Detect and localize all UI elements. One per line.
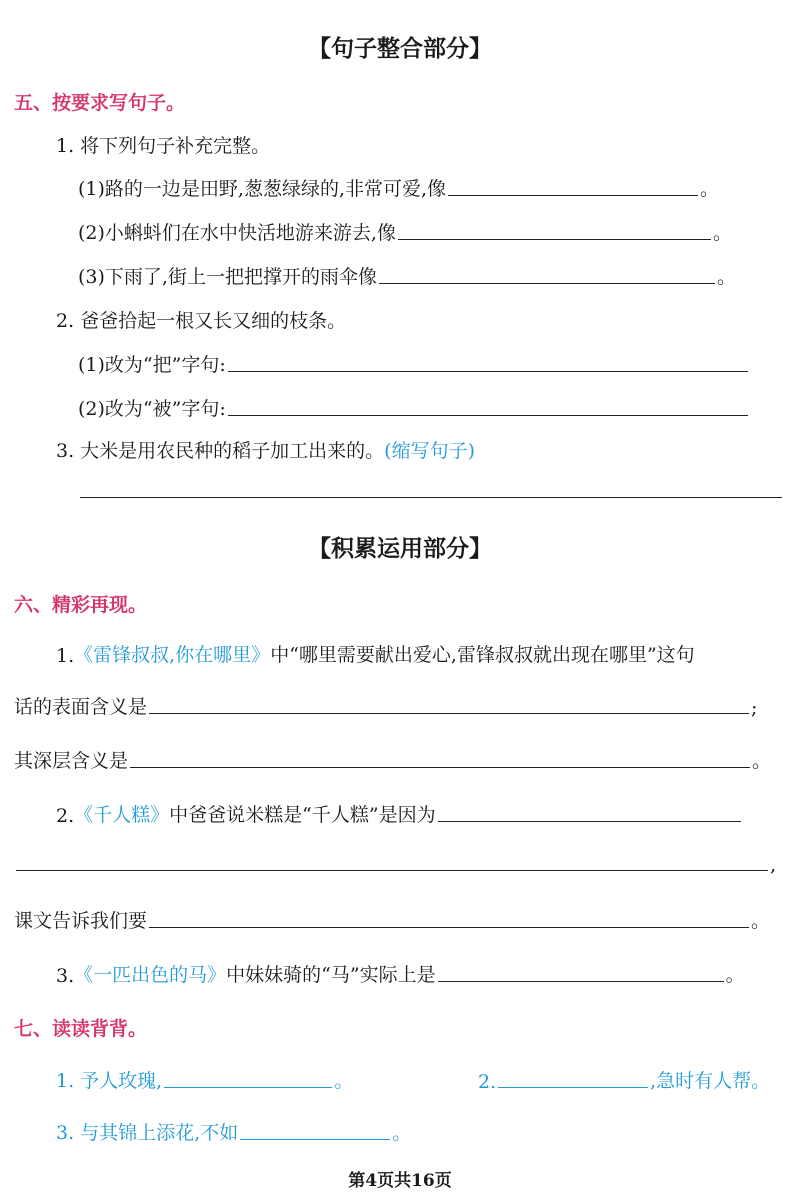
q5-1-item-2: (2)小蝌蚪们在水中快活地游来游去,像 。 [78,222,732,244]
answer-blank[interactable] [149,712,749,714]
q6-1-deep: 其深层含义是 。 [14,750,772,772]
q6-3-stem: 3. 《一匹出色的马》 中妹妹骑的“马”实际上是 。 [56,964,745,987]
part1-title: 【句子整合部分】 [308,35,492,62]
q5-3-stem: 3. 大米是用农民种的稻子加工出来的。 (缩写句子) [56,440,475,462]
answer-blank[interactable] [228,370,748,372]
section5-heading: 五、按要求写句子。 [14,92,186,114]
q6-2-lesson: 课文告诉我们要 。 [14,910,771,932]
answer-blank[interactable] [438,820,741,822]
answer-blank[interactable] [16,869,768,871]
answer-blank[interactable] [379,282,715,284]
answer-blank[interactable] [130,766,750,768]
section7-heading: 七、读读背背。 [14,1018,148,1040]
answer-blank[interactable] [448,194,698,196]
q5-2-item-2: (2)改为“被”字句: [78,394,750,421]
section6-heading: 六、精彩再现。 [14,594,148,616]
q5-2-stem: 2. 爸爸拾起一根又长又细的枝条。 [56,310,347,332]
q7-item-3: 3. 与其锦上添花,不如 。 [56,1122,412,1144]
q5-2-item-1: (1)改为“把”字句: [78,350,750,377]
answer-blank[interactable] [149,926,749,928]
answer-blank[interactable] [80,497,782,498]
q5-1-stem: 1. 将下列句子补充完整。 [56,135,271,157]
answer-blank[interactable] [228,414,748,416]
q6-1-surface: 话的表面含义是 ; [14,696,758,719]
q6-1-stem: 1. 《雷锋叔叔,你在哪里》 中“哪里需要献出爱心,雷锋叔叔就出现在哪里”这句 [56,644,695,667]
q6-2-cont: , [14,854,776,876]
answer-blank[interactable] [240,1138,390,1140]
q6-2-stem: 2. 《千人糕》 中爸爸说米糕是“千人糕”是因为 [56,800,743,827]
answer-blank[interactable] [398,238,711,240]
page-number: 第4页共16页 [348,1171,452,1191]
answer-blank[interactable] [164,1086,332,1088]
q7-item-1: 1. 予人玫瑰, 。 [56,1070,354,1092]
part2-title: 【积累运用部分】 [308,535,492,562]
answer-blank[interactable] [498,1086,648,1088]
q5-1-item-3: (3)下雨了,街上一把把撑开的雨伞像 。 [78,266,736,288]
q7-item-2: 2. ,急时有人帮。 [478,1070,771,1093]
answer-blank[interactable] [438,980,724,982]
q5-1-item-1: (1)路的一边是田野,葱葱绿绿的,非常可爱,像 。 [78,178,720,200]
